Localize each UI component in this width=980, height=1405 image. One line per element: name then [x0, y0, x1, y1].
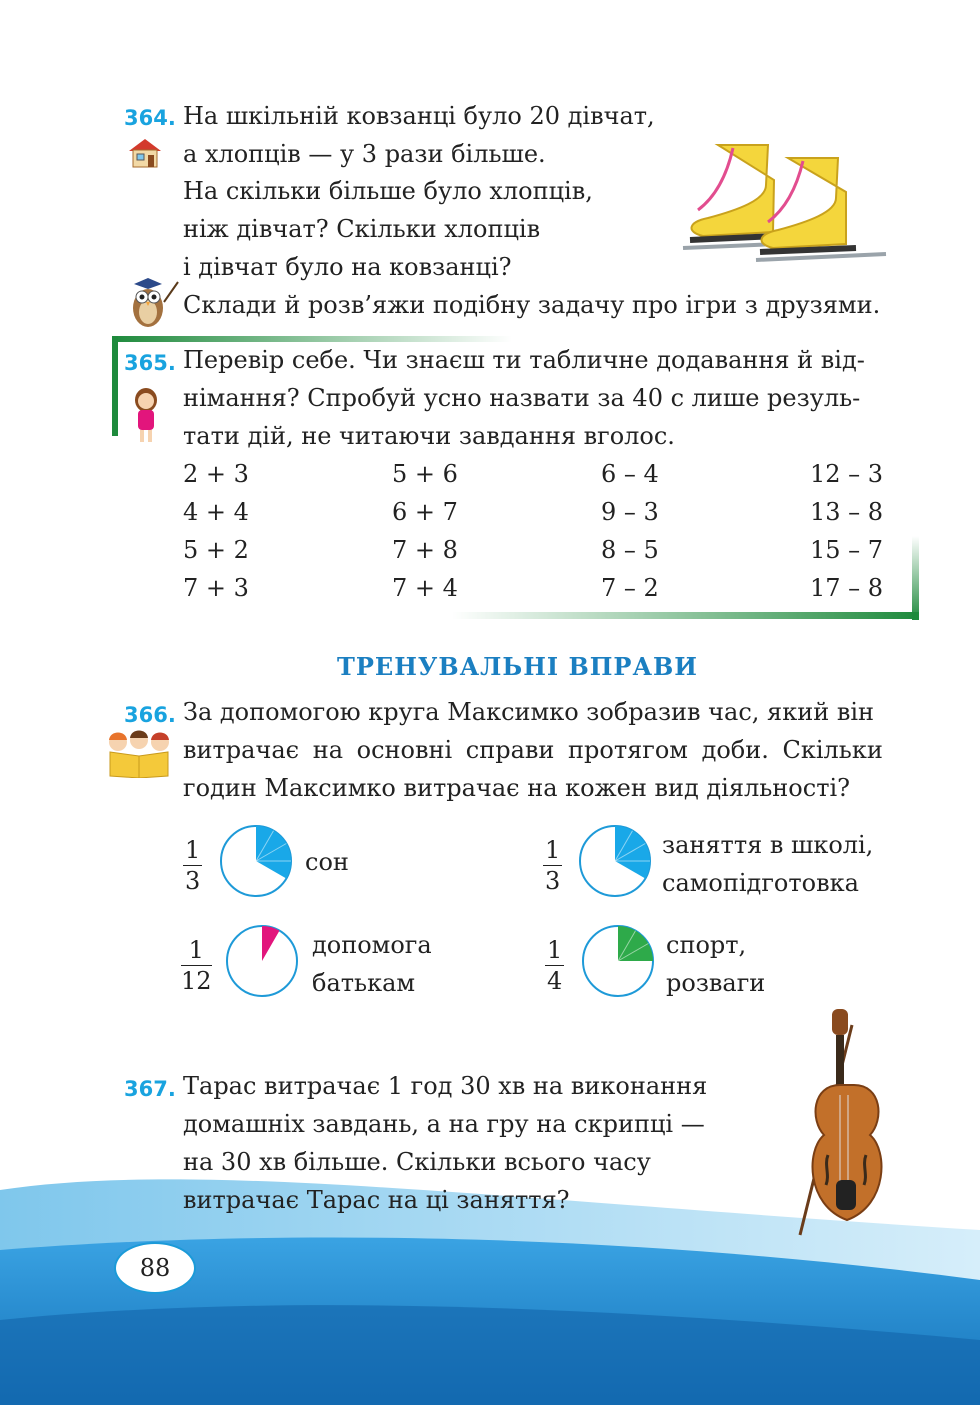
equation: 9 – 3	[601, 498, 659, 526]
fraction-sport	[545, 938, 564, 993]
owl-teacher-icon	[122, 272, 180, 330]
fraction-school	[543, 838, 562, 893]
problem-364-line-1: На шкільній ковзанці було 20 дівчат,	[183, 102, 655, 130]
problem-367-line-1: Тарас витрачає 1 год 30 хв на виконання	[183, 1072, 708, 1100]
equation: 17 – 8	[810, 574, 884, 602]
equation: 5 + 2	[183, 536, 249, 564]
fraction-numerator: 1	[185, 836, 201, 864]
label-sleep: сон	[305, 848, 349, 876]
fraction-denominator: 4	[547, 967, 563, 995]
equation: 7 – 2	[601, 574, 659, 602]
fraction-numerator: 1	[545, 836, 561, 864]
equation: 5 + 6	[392, 460, 458, 488]
label-school-line-2: самопідготовка	[662, 869, 859, 897]
fraction-numerator: 1	[547, 936, 563, 964]
fraction-numerator: 1	[181, 938, 212, 966]
label-sport-line-1: спорт,	[666, 931, 747, 959]
problem-367-number: 367.	[124, 1077, 176, 1101]
problem-366-line-2: витрачає на основні справи протягом доби. Скільки	[183, 736, 883, 764]
fraction-denominator: 3	[545, 867, 561, 895]
pie-school	[577, 823, 653, 899]
girl-icon	[130, 386, 162, 446]
fraction-help	[181, 938, 212, 993]
page-number: 88	[114, 1242, 196, 1294]
problem-365-line-1: Перевір себе. Чи знаєш ти табличне додавання й від-	[183, 346, 865, 374]
problem-365-line-3: тати дій, не читаючи завдання вголос.	[183, 422, 675, 450]
problem-365-number: 365.	[124, 351, 176, 375]
problem-367-line-4: витрачає Тарас на ці заняття?	[183, 1186, 570, 1214]
pie-sport	[580, 923, 656, 999]
label-help-line-2: батькам	[312, 969, 416, 997]
problem-366-number: 366.	[124, 703, 176, 727]
problem-364-line-5: і дівчат було на ковзанці?	[183, 253, 512, 281]
house-icon	[127, 137, 163, 169]
violin-image	[792, 1005, 912, 1240]
equation: 6 + 7	[392, 498, 458, 526]
problem-364-number: 364.	[124, 106, 176, 130]
equation: 4 + 4	[183, 498, 249, 526]
problem-364-line-3: На скільки більше було хлопців,	[183, 177, 593, 205]
fraction-denominator: 12	[181, 967, 212, 995]
equation: 6 – 4	[601, 460, 659, 488]
problem-364-line-6: Склади й розв’яжи подібну задачу про ігри з друзями.	[183, 291, 881, 319]
equation: 15 – 7	[810, 536, 884, 564]
label-help-line-1: допомога	[312, 931, 432, 959]
problem-364-line-4: ніж дівчат? Скільки хлопців	[183, 215, 541, 243]
problem-367-line-3: на 30 хв більше. Скільки всього часу	[183, 1148, 651, 1176]
pie-sleep	[218, 823, 294, 899]
equation: 7 + 8	[392, 536, 458, 564]
equation: 7 + 4	[392, 574, 458, 602]
equation: 2 + 3	[183, 460, 249, 488]
label-school-line-1: заняття в школі,	[662, 831, 874, 859]
equation: 7 + 3	[183, 574, 249, 602]
label-sport-line-2: розваги	[666, 969, 766, 997]
problem-365-line-2: німання? Спробуй усно назвати за 40 с лише резуль-	[183, 384, 861, 412]
ice-skates-image	[678, 140, 888, 270]
problem-367-line-2: домашніх завдань, а на гру на скрипці —	[183, 1110, 705, 1138]
fraction-denominator: 3	[185, 867, 201, 895]
equation: 12 – 3	[810, 460, 884, 488]
problem-366-line-3: годин Максимко витрачає на кожен вид діяльності?	[183, 774, 851, 802]
problem-364-line-2: а хлопців — у 3 рази більше.	[183, 140, 546, 168]
problem-366-line-1: За допомогою круга Максимко зобразив час, який він	[183, 698, 874, 726]
equation: 13 – 8	[810, 498, 884, 526]
children-book-icon	[104, 728, 174, 778]
fraction-sleep	[183, 838, 202, 893]
pie-help	[224, 923, 300, 999]
equation: 8 – 5	[601, 536, 659, 564]
section-heading: ТРЕНУВАЛЬНІ ВПРАВИ	[337, 652, 698, 681]
